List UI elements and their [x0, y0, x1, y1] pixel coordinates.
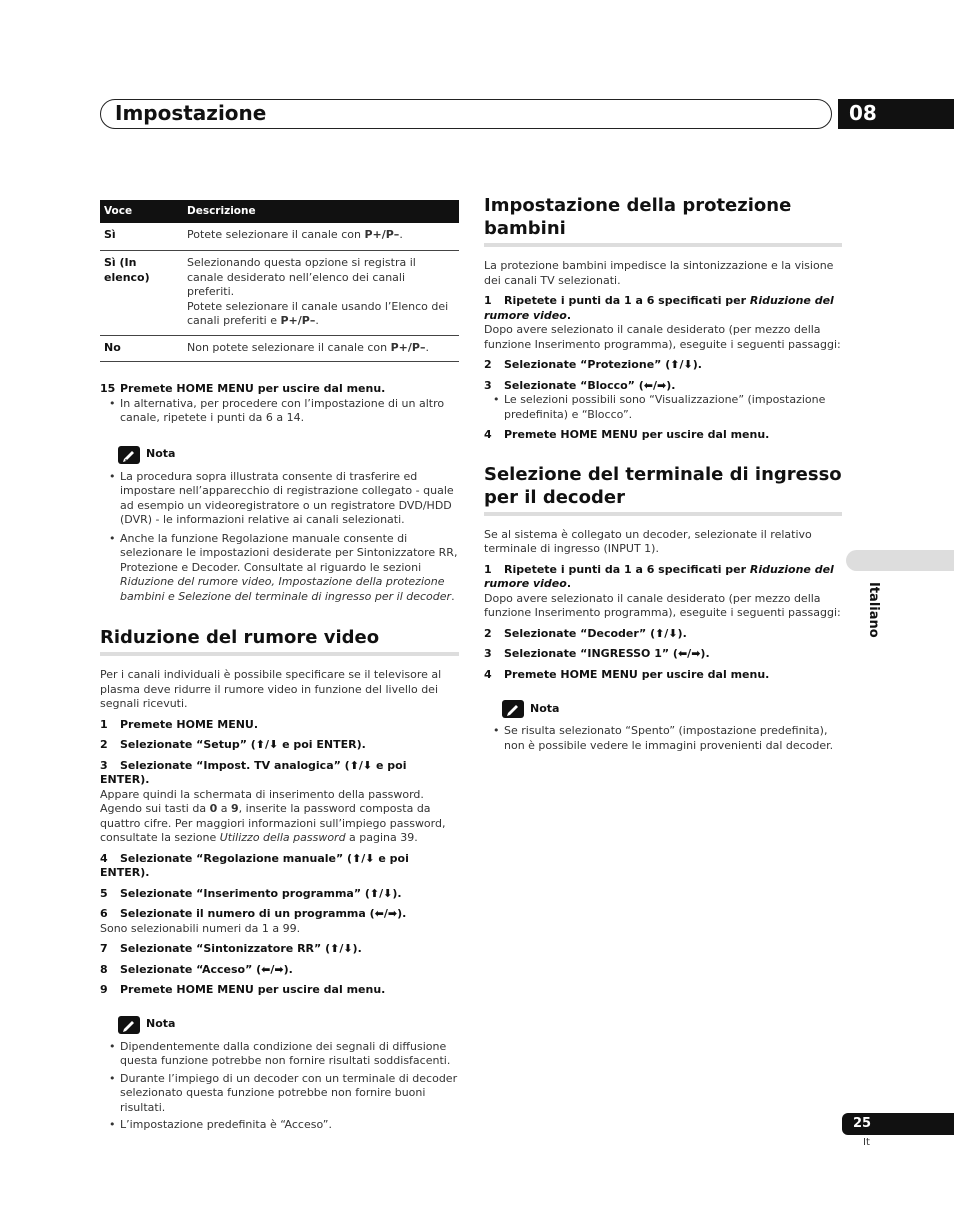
step-2: 2 Selezionate “Setup” (⬆/⬇ e poi ENTER).	[100, 738, 366, 751]
step-8: 8 Selezionate “Acceso” (⬅/➡).	[100, 962, 293, 976]
step-3: 3 Selezionate “Blocco” (⬅/➡).	[484, 378, 676, 392]
table-row	[100, 251, 459, 336]
table-header-row	[100, 200, 459, 223]
note-heading: Nota	[502, 700, 842, 718]
step-4: 4 Selezionate “Regolazione manuale” (⬆/⬇ e poi ENTER).	[100, 851, 409, 879]
chapter-number: 08	[838, 99, 954, 129]
pencil-note-icon	[502, 700, 524, 718]
note-bullet: • Anche la funzione Regolazione manuale consente di selezionare le impostazioni desiderate per Sintonizzatore RR, Protezione e Decoder. Consultate al riguardo le sezioni Riduzione del rumore video, Impostazione della protezione bambini e Selezione del terminale di ingresso per il decoder.	[100, 532, 459, 605]
step-1: 1 Premete HOME MENU.	[100, 717, 259, 731]
note-heading: Nota	[118, 1016, 459, 1034]
pencil-note-icon	[118, 1016, 140, 1034]
step-1: 1 Ripetete i punti da 1 a 6 specificati per Riduzione del rumore video.	[484, 562, 834, 590]
step-2: 2 Selezionate “Protezione” (⬆/⬇).	[484, 358, 702, 371]
left-column	[100, 200, 459, 1133]
step-3-text: Appare quindi la schermata di inserimento della password. Agendo sui tasti da 0 a 9, inserite la password composta da quattro cifre. Per maggiori informazioni sull’impiego password, consultate la sezione Utilizzo della password a pagina 39.	[100, 787, 446, 844]
section-title-protezione: Impostazione della protezione bambini	[484, 194, 842, 247]
page-language-code: It	[863, 1137, 870, 1148]
table-cell-key: Sì	[100, 223, 183, 251]
step-6: 6 Selezionate il numero di un programma (⬅/➡).	[100, 907, 407, 920]
table-header-voce: Voce	[100, 200, 183, 223]
step-2: 2 Selezionate “Decoder” (⬆/⬇).	[484, 626, 687, 640]
table-cell-desc: Selezionando questa opzione si registra il canale desiderato nell’elenco dei canali preferiti. Potete selezionare il canale usando l’Elenco dei canali preferiti e P+/P–.	[183, 251, 459, 336]
options-table	[100, 200, 459, 362]
section-intro: La protezione bambini impedisce la sintonizzazione e la visione dei canali TV selezionati.	[484, 259, 834, 287]
table-row	[100, 223, 459, 251]
step-7: 7 Selezionate “Sintonizzatore RR” (⬆/⬇).	[100, 942, 362, 955]
section-title-decoder: Selezione del terminale di ingresso per il decoder	[484, 463, 842, 516]
pencil-note-icon	[118, 446, 140, 464]
page-number: 25	[842, 1113, 954, 1135]
table-header-descrizione: Descrizione	[183, 200, 459, 223]
table-cell-desc: Non potete selezionare il canale con P+/P–.	[183, 335, 459, 362]
step-3: 3 Selezionate “Impost. TV analogica” (⬆/⬇ e poi ENTER).	[100, 758, 407, 786]
step-3-bullet: • Le selezioni possibili sono “Visualizzazione” (impostazione predefinita) e “Blocco”.	[484, 393, 842, 422]
step-6-text: Sono selezionabili numeri da 1 a 99.	[100, 921, 301, 935]
step-1-text: Dopo avere selezionato il canale desiderato (per mezzo della funzione Inserimento programma), eseguite i seguenti passaggi:	[484, 323, 841, 351]
language-tab	[846, 550, 954, 571]
step-3: 3 Selezionate “INGRESSO 1” (⬅/➡).	[484, 647, 710, 660]
note-heading: Nota	[118, 446, 459, 464]
table-cell-key: Sì (In elenco)	[100, 251, 183, 336]
note-bullet: • Dipendentemente dalla condizione dei segnali di diffusione questa funzione potrebbe non fornire risultati soddisfacenti.	[100, 1040, 459, 1069]
note-bullet: • Durante l’impiego di un decoder con un terminale di decoder selezionato questa funzione potrebbe non fornire buoni risultati.	[100, 1072, 459, 1116]
table-cell-desc: Potete selezionare il canale con P+/P–.	[183, 223, 459, 251]
step-5: 5 Selezionate “Inserimento programma” (⬆/⬇).	[100, 886, 402, 900]
note-bullet: • Se risulta selezionato “Spento” (impostazione predefinita), non è possibile vedere le immagini provenienti dal decoder.	[484, 724, 842, 753]
section-intro: Se al sistema è collegato un decoder, selezionate il relativo terminale di ingresso (INPUT 1).	[484, 527, 812, 555]
section-intro: Per i canali individuali è possibile specificare se il televisore al plasma deve ridurre il rumore video in funzione del livello dei segnali ricevuti.	[100, 668, 442, 710]
section-title-riduzione: Riduzione del rumore video	[100, 626, 459, 656]
right-column	[484, 194, 842, 753]
step-15: 15 Premete HOME MENU per uscire dal menu.	[100, 382, 386, 395]
language-label: Italiano	[866, 582, 881, 638]
step-4: 4 Premete HOME MENU per uscire dal menu.	[484, 667, 770, 681]
table-cell-key: No	[100, 335, 183, 362]
table-row	[100, 335, 459, 362]
step-15-bullet: • In alternativa, per procedere con l’impostazione di un altro canale, ripetete i punti da 6 a 14.	[100, 397, 459, 426]
note-bullet: • L’impostazione predefinita è “Acceso”.	[100, 1118, 459, 1133]
step-9: 9 Premete HOME MENU per uscire dal menu.	[100, 983, 386, 996]
step-1: 1 Ripetete i punti da 1 a 6 specificati per Riduzione del rumore video.	[484, 294, 834, 322]
step-1-text: Dopo avere selezionato il canale desiderato (per mezzo della funzione Inserimento programma), eseguite i seguenti passaggi:	[484, 591, 841, 619]
page-title: Impostazione	[115, 101, 267, 125]
note-bullet: • La procedura sopra illustrata consente di trasferire ed impostare nell’apparecchio di registrazione collegato - quale ad esempio un videoregistratore o un registratore DVD/HDD (DVR) - le informazioni relative ai canali selezionati.	[100, 470, 459, 528]
step-4: 4 Premete HOME MENU per uscire dal menu.	[484, 428, 770, 441]
